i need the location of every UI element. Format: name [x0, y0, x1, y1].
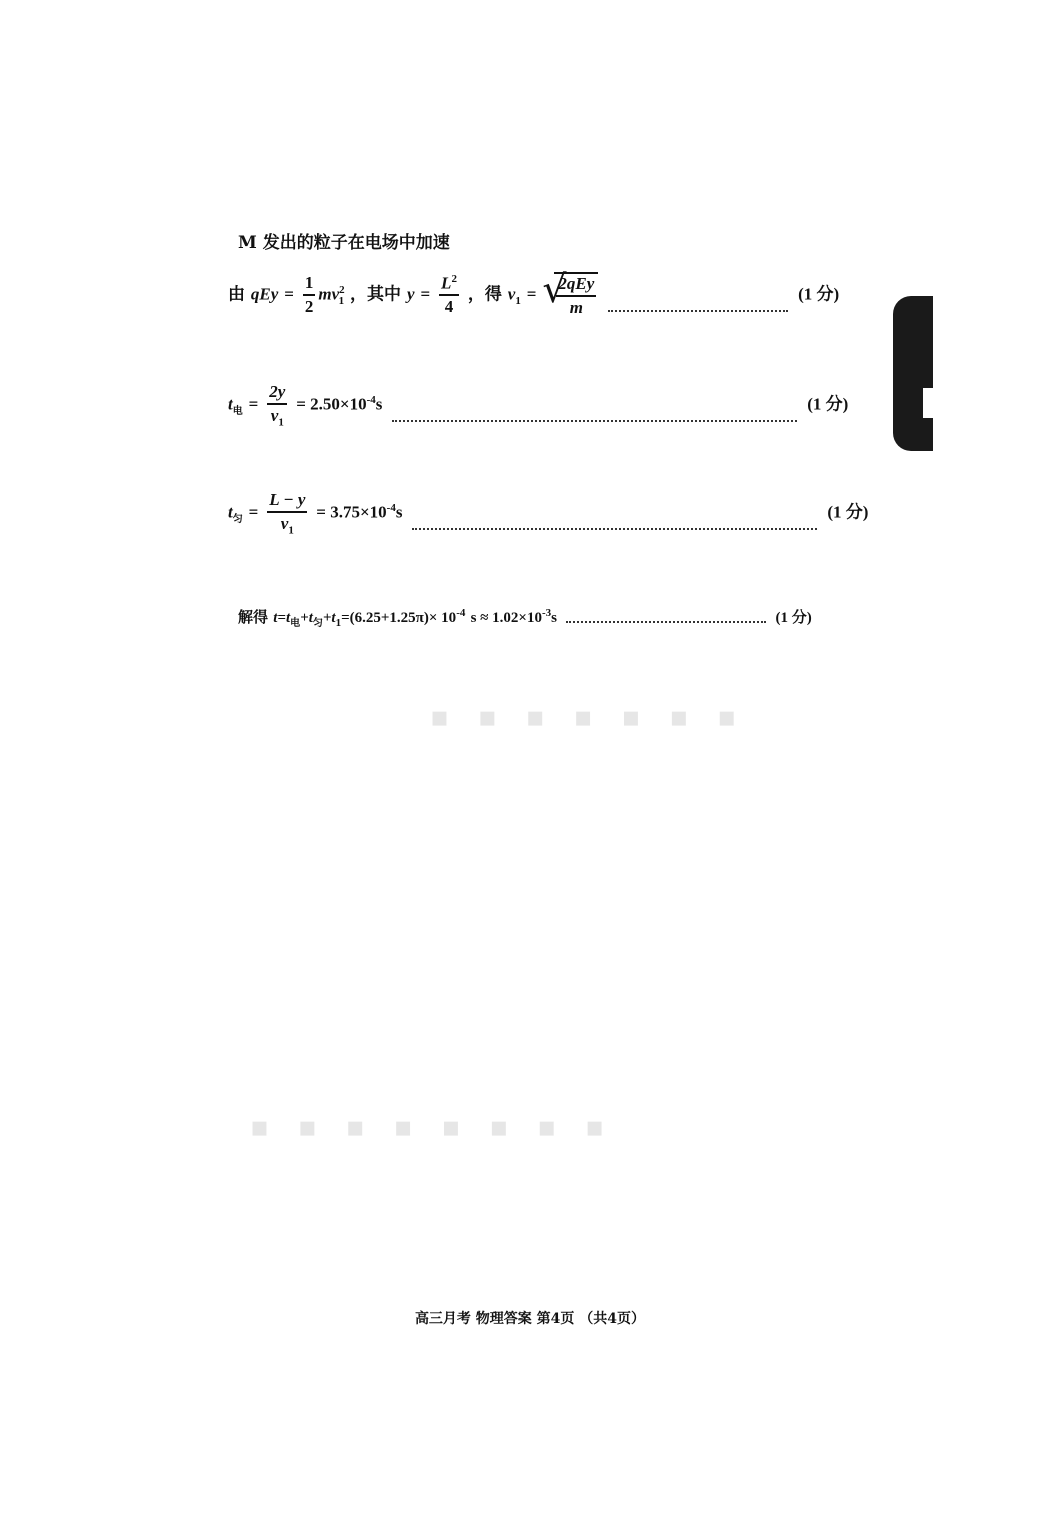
equation-4: 解得 $t=t_电+t_匀+t_1=(6.25+1.25\pi)\times 10^{-4}$ $s \approx 1.02\times 10^{-3}s$ (1 分): [238, 607, 812, 629]
fraction-L-minus-y-over-v1: $\frac{L - y}{v_1}$: [269, 490, 306, 537]
leader-dots: [412, 528, 817, 530]
fraction-2y-over-v1: $\frac{2y}{v_1}$: [269, 382, 286, 429]
page-footer: 高三月考 物理答案 第4页 （共4页）: [414, 1311, 646, 1327]
equation-1: 由 qEy = $\frac{1}{2}$ $mv^2_1$ ，其中 y = $\frac{L^2}{4}$ ，得 $v_1$ = √ $\frac{\text{2qEy}}{m}$ (1 分): [228, 267, 840, 317]
fraction-L2-over-4: $\frac{L^2}{4}$: [441, 272, 457, 317]
leader-dots: [566, 621, 766, 623]
bleed-through-text: ▪ ▪ ▪ ▪ ▪ ▪ ▪: [430, 700, 747, 733]
fraction-half: $\frac{1}{2}$: [304, 273, 314, 316]
equation-2: $t_电$ = $\frac{2y}{v_1}$ = $2.50\times 10^{-4}s$ (1 分): [228, 382, 849, 429]
square-root: √ $\frac{\text{2qEy}}{m}$: [542, 272, 598, 318]
scan-edge-mark: [893, 296, 933, 451]
leader-dots: [608, 310, 788, 312]
bleed-through-text: ▪ ▪ ▪ ▪ ▪ ▪ ▪ ▪: [250, 1110, 615, 1143]
section-heading: M 发出的粒子在电场中加速: [238, 233, 450, 253]
equation-3: $t_匀$ = $\frac{L - y}{v_1}$ = $3.75\times 10^{-4}s$ (1 分): [228, 490, 869, 537]
leader-dots: [392, 420, 797, 422]
